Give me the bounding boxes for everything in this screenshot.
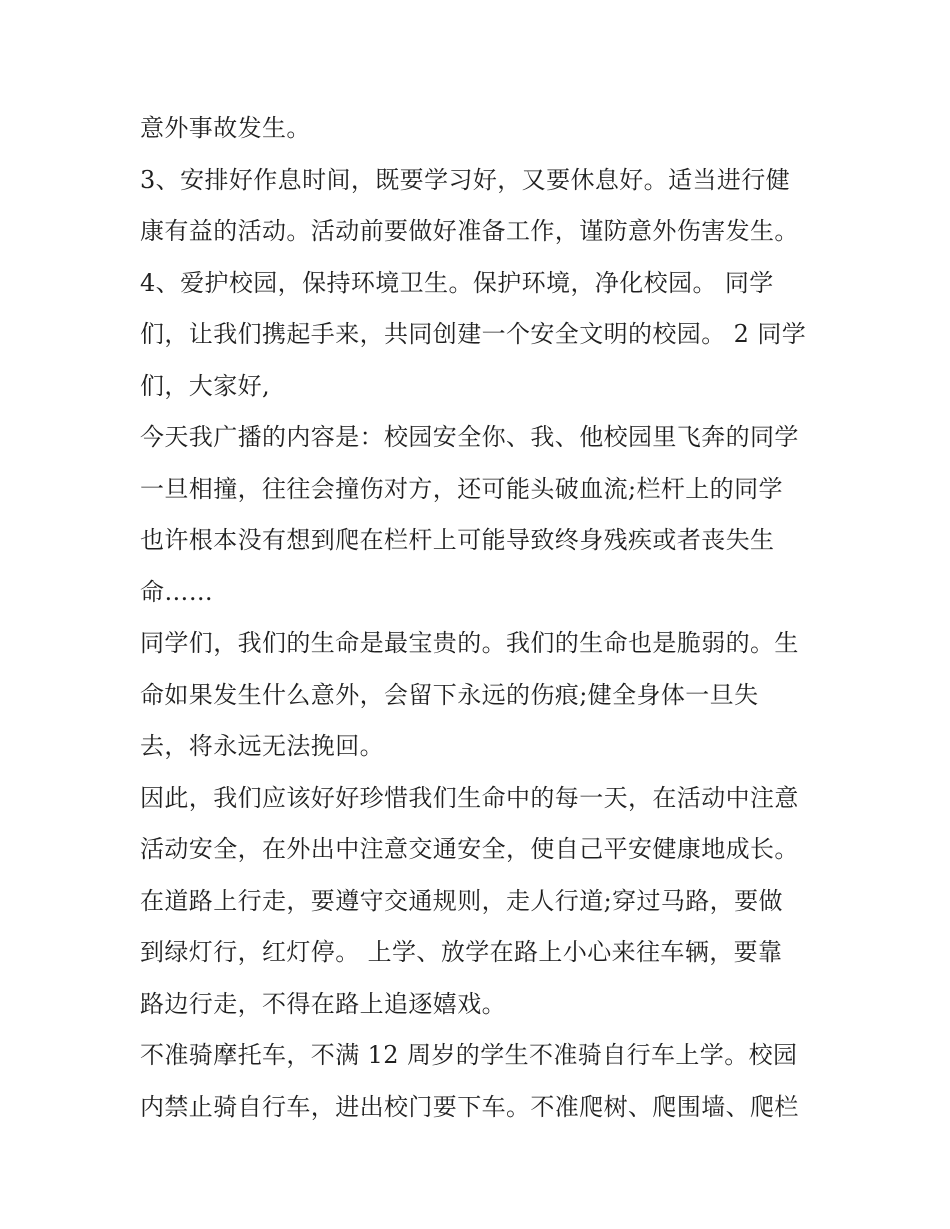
text-line: 到绿灯行，红灯停。 上学、放学在路上小心来往车辆，要靠 xyxy=(140,938,783,966)
text-line: 意外事故发生。 xyxy=(140,114,311,142)
text-line: 康有益的活动。活动前要做好准备工作，谨防意外伤害发生。 xyxy=(140,217,799,245)
text-line: 3、安排好作息时间，既要学习好，又要休息好。适当进行健 xyxy=(140,165,791,194)
text-line: 们，让我们携起手来，共同创建一个安全文明的校园。 2 同学 xyxy=(140,320,807,348)
text-line: 活动安全，在外出中注意交通安全，使自己平安健康地成长。 xyxy=(140,835,799,863)
text-line: 同学们，我们的生命是最宝贵的。我们的生命也是脆弱的。生 xyxy=(140,629,799,657)
text-line: 不准骑摩托车，不满 12 周岁的学生不准骑自行车上学。校园 xyxy=(140,1041,798,1069)
text-line: 内禁止骑自行车，进出校门要下车。不准爬树、爬围墙、爬栏 xyxy=(140,1092,799,1121)
text-line: 在道路上行走，要遵守交通规则，走人行道;穿过马路，要做 xyxy=(140,886,783,915)
body-text xyxy=(140,103,820,1133)
text-line: 去，将永远无法挽回。 xyxy=(140,732,384,760)
text-line: 命…… xyxy=(140,577,214,606)
text-line: 一旦相撞，往往会撞伤对方，还可能头破血流;栏杆上的同学 xyxy=(140,474,783,503)
text-line: 也许根本没有想到爬在栏杆上可能导致终身残疾或者丧失生 xyxy=(140,526,775,554)
text-line: 因此，我们应该好好珍惜我们生命中的每一天，在活动中注意 xyxy=(140,783,799,812)
text-line: 路边行走，不得在路上追逐嬉戏。 xyxy=(140,989,506,1018)
text-line: 命如果发生什么意外，会留下永远的伤痕;健全身体一旦失 xyxy=(140,680,759,709)
text-line: 4、爱护校园，保持环境卫生。保护环境，净化校园。 同学 xyxy=(140,268,774,297)
text-line: 今天我广播的内容是：校园安全你、我、他校园里飞奔的同学 xyxy=(140,423,799,451)
text-line: 们，大家好, xyxy=(140,371,271,400)
